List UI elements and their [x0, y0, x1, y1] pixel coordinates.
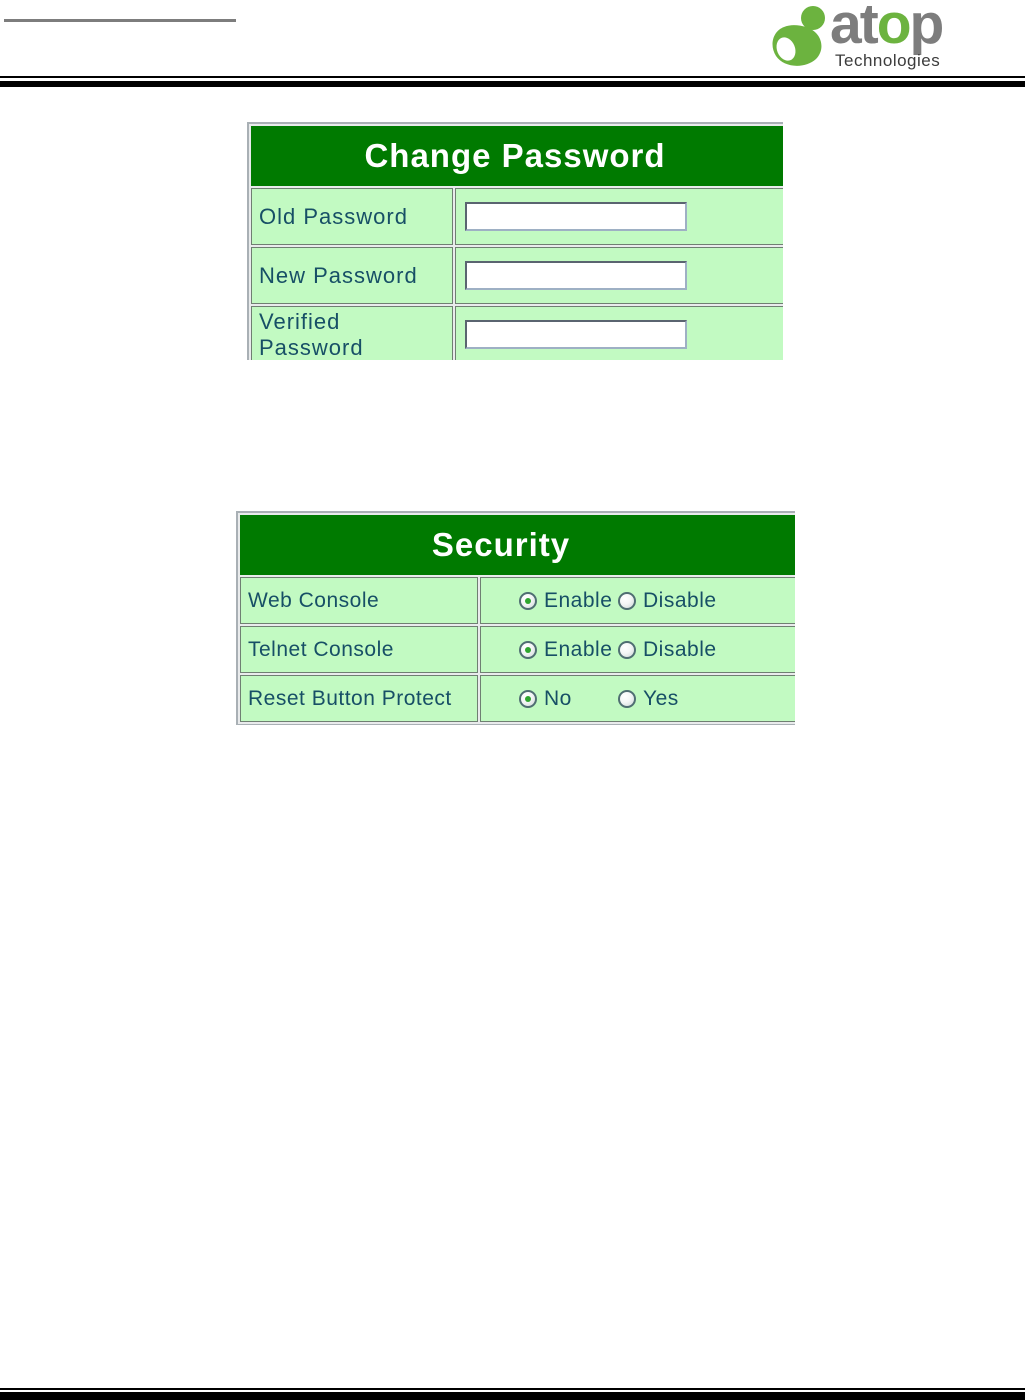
wordmark-part-at: at	[830, 0, 877, 56]
radio-label: Yes	[643, 686, 679, 710]
old-password-label: Old Password	[251, 188, 453, 245]
reset-button-protect-options	[480, 675, 795, 722]
verified-password-cell	[455, 306, 783, 360]
reset-protect-yes-radio[interactable]	[618, 690, 636, 708]
web-console-disable-option	[618, 589, 717, 613]
atop-logo	[770, 0, 1000, 77]
verified-password-input[interactable]	[465, 320, 687, 349]
web-console-disable-radio[interactable]	[618, 592, 636, 610]
web-console-label: Web Console	[240, 577, 478, 624]
table-row	[240, 626, 795, 673]
reset-protect-no-option	[519, 687, 618, 711]
reset-protect-no-radio[interactable]	[519, 690, 537, 708]
logo-subtitle: Technologies	[835, 51, 941, 70]
old-password-input[interactable]	[465, 202, 687, 231]
telnet-console-enable-option	[519, 638, 618, 662]
wordmark-part-p: p	[909, 0, 943, 56]
telnet-console-enable-radio[interactable]	[519, 641, 537, 659]
table-row	[251, 306, 783, 360]
table-row	[240, 675, 795, 722]
radio-label: Enable	[544, 637, 613, 661]
header-rule-thick	[0, 81, 1025, 87]
atop-logo-icon	[770, 5, 828, 67]
new-password-input[interactable]	[465, 261, 687, 290]
reset-button-protect-label: Reset Button Protect	[240, 675, 478, 722]
table-row	[240, 577, 795, 624]
security-title: Security	[240, 515, 795, 575]
security-table	[236, 511, 795, 725]
new-password-cell	[455, 247, 783, 304]
web-console-enable-option	[519, 589, 618, 613]
change-password-table	[247, 122, 783, 360]
radio-label: Disable	[643, 588, 717, 612]
table-row	[251, 247, 783, 304]
verified-password-label: Verified Password	[251, 306, 453, 360]
telnet-console-disable-option	[618, 638, 717, 662]
atop-wordmark	[830, 0, 943, 56]
table-row	[251, 188, 783, 245]
change-password-title: Change Password	[251, 126, 783, 186]
web-console-options	[480, 577, 795, 624]
old-password-cell	[455, 188, 783, 245]
reset-protect-yes-option	[618, 687, 679, 711]
footer-rule-thick	[0, 1392, 1025, 1400]
wordmark-part-o: o	[876, 0, 910, 56]
telnet-console-label: Telnet Console	[240, 626, 478, 673]
web-console-enable-radio[interactable]	[519, 592, 537, 610]
telnet-console-disable-radio[interactable]	[618, 641, 636, 659]
radio-label: Disable	[643, 637, 717, 661]
new-password-label: New Password	[251, 247, 453, 304]
top-left-rule	[4, 19, 236, 22]
radio-label: Enable	[544, 588, 613, 612]
telnet-console-options	[480, 626, 795, 673]
footer-rule-thin	[0, 1388, 1025, 1390]
header-rule-thin	[0, 76, 1025, 78]
radio-label: No	[544, 686, 572, 710]
